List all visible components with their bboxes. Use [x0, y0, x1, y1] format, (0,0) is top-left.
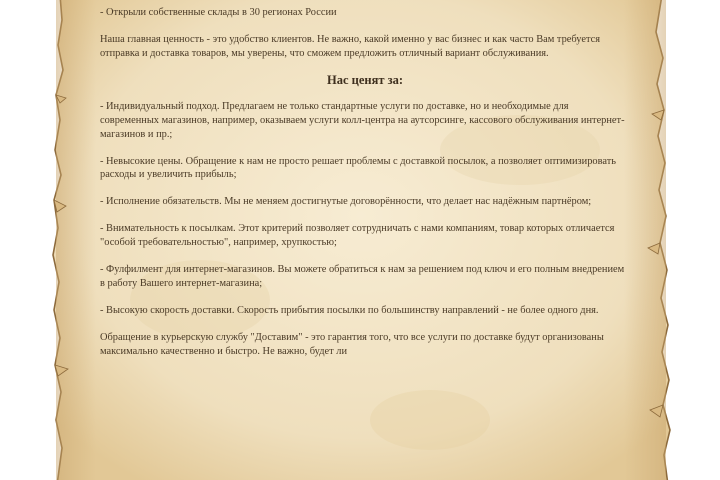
closing-paragraph: Обращение в курьерскую службу "Доставим" - это гарантия того, что все услуги по доставке будут организованы максимально качественно и быстро. Не важно, будет ли [100, 331, 604, 357]
list-item-individual-approach: - Индивидуальный подход. Предлагаем не только стандартные услуги по доставке, но и необходимые для современных магазинов, например, оказываем услуги колл-центра на аутсорсинге, кассового обслуживания интернет-магазинов и пр.; [100, 101, 625, 140]
intro-line-1: - Открыли собственные склады в 30 регионах России [100, 7, 337, 18]
list-item-delivery-speed: - Высокую скорость доставки. Скорость прибытия посылки по большинству направлений - не более одного дня. [100, 304, 599, 316]
list-item-fulfillment: - Фулфилмент для интернет-магазинов. Вы можете обратиться к нам за решением под ключ и его полным внедрением в работу Вашего интернет-магазина; [100, 264, 625, 289]
document-text [100, 6, 630, 372]
list-item-obligations: - Исполнение обязательств. Мы не меняем достигнутые договорённости, что делает нас надёжным партнёром; [100, 196, 592, 208]
section-heading: Нас ценят за: [326, 72, 404, 87]
list-item-attention-to-parcels: - Внимательность к посылкам. Этот критерий позволяет сотрудничать с нами компаниям, товар которых отличается "особой требовательностью", например, хрупкостью; [100, 223, 615, 249]
intro-paragraph: Наша главная ценность - это удобство клиентов. Не важно, какой именно у вас бизнес и как часто Вам требуется отправка и доставка товаров, мы уверены, что сможем предложить отличный вариант обслуживания. [100, 34, 601, 59]
list-item-low-prices: - Невысокие цены. Обращение к нам не просто решает проблемы с доставкой посылок, а позволяет оптимизировать расходы и увеличить прибыль; [100, 155, 616, 181]
